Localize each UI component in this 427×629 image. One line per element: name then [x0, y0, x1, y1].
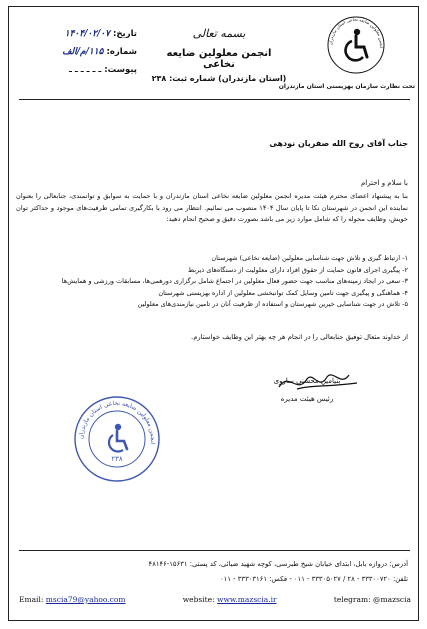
website-link[interactable]: www.mazscia.ir [217, 595, 277, 604]
attachment-value: ـ ـ ـ ـ ـ ـ [69, 65, 102, 75]
attachment-label: پیوست: [104, 65, 137, 75]
supervision-text: تحت نظارت سازمان بهزیستی استان مازندران [278, 83, 415, 90]
logo-ring-text: انجمن معلولین ضایعه نخاعی استان مازندران [327, 16, 385, 49]
footer-divider [19, 550, 410, 551]
official-stamp-icon [73, 395, 161, 483]
date-row [17, 25, 137, 43]
letter-page [8, 6, 419, 621]
telegram-label: telegram: [333, 595, 371, 604]
number-label: شماره: [106, 47, 137, 57]
letterhead-title [149, 27, 289, 83]
org-name: انجمن معلولین ضایعه نخاعی [166, 48, 272, 70]
stamp-ring-text: انجمن معلولین ضایعه نخاعی استان مازندران [77, 399, 157, 445]
list-item: ۴- هماهنگی و پیگیری جهت تامین وسایل کمک توانبخشی معلولین از اداره بهزیستی شهرستان [158, 288, 408, 297]
greeting: با سلام و احترام [360, 179, 408, 187]
footer-address: آدرس: دروازه بابل، ابتدای خیابان شیخ طبرسی، کوچه شهید ضیائی، کد پستی: ۱۵۶۳۱-۴۸۱۴۶ [148, 560, 408, 568]
stamp-number: ۲۳۸ [111, 455, 123, 463]
recipient: جناب آقای روح الله صفریان نودهی [269, 139, 408, 148]
basmala: بسمه تعالی [192, 27, 246, 40]
website-contact [183, 595, 277, 604]
closing-line: از خداوند متعال توفیق جنابعالی را در انجام هر چه بهتر این وظایف خواستارم. [191, 333, 408, 341]
org-registration: (استان مازندران) شماره ثبت: ۲۳۸ [151, 74, 287, 83]
telegram-contact [334, 595, 411, 604]
number-row [17, 43, 137, 61]
letter-meta [17, 25, 137, 79]
logo-block [278, 15, 415, 90]
signer-title: رئیس هیئت مدیره [280, 395, 334, 403]
website-label: website: [182, 595, 215, 604]
list-item: ۵- تلاش در جهت شناسایی خیرین شهرستان و استفاده از ظرفیت آنان در تامین نیازمندی‌های معلولین [137, 300, 408, 309]
wheelchair-logo-icon [326, 15, 386, 75]
number-value: ۱۱۵/م/الف [62, 47, 104, 57]
list-item: ۲- پیگیری اجرای قانون حمایت از حقوق افراد دارای معلولیت از دستگاه‌های ذیربط [188, 265, 408, 274]
list-item: ۳- سعی در ایجاد زمینه‌های مناسب جهت حضور فعال معلولین در اجتماع شامل برگزاری دورهمی‌ها، مسابقات ورزشی و همایش‌ها [61, 277, 408, 286]
email-label: Email: [19, 595, 44, 604]
list-item: ۱- ارتباط گیری و تلاش جهت شناسایی معلولین (ضایعه نخاعی) شهرستان [211, 254, 408, 262]
telegram-handle[interactable]: @mazscia [373, 595, 411, 604]
duties-list [16, 253, 408, 311]
email-contact [19, 595, 126, 604]
signer-name: بنیامین محسنی ساروی [273, 377, 341, 385]
footer-contacts [19, 595, 411, 604]
date-value: ۱۴۰۴/۰۲/۰۷ [64, 29, 110, 39]
intro-paragraph: بنا به پیشنهاد اعضای محترم هیئت مدیره انجمن معلولین ضایعه نخاعی استان مازندران و با حمایت به سوابق و توانمندی، جنابعالی را بعنوان نماینده این انجمن در شهرستان نکا تا پایان سال ۱۴۰۴ منصوب می نمائیم. انتظار می رود با بکارگیری تمامی ظرفیت‌های موجود و حداکثر توان خویش، وظایف محوله را که شامل موارد زیر می باشد بصورت دقیق و صحیح انجام دهید: [16, 192, 409, 224]
header-divider [19, 99, 410, 100]
signer-block [267, 377, 347, 403]
footer-phones: تلفن: ۳۳۳۰۰۷۲۰ - ۲۸ / ۳۳۳۰۵۰۲۷ - ۰۱۱ - فکس: ۳۳۳۰۳۱۶۱ - ۰۱۱ [220, 575, 408, 583]
attachment-row [17, 61, 137, 79]
email-link[interactable]: mscia79@yahoo.com [45, 595, 126, 604]
date-label: تاریخ: [113, 29, 137, 39]
